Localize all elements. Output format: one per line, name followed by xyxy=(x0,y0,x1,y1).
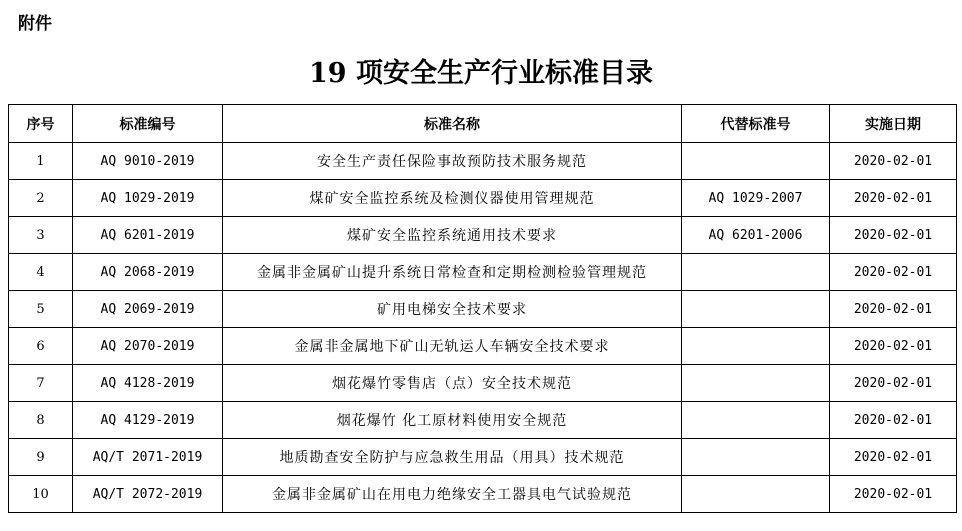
row-name: 金属非金属地下矿山无轨运人车辆安全技术要求 xyxy=(223,328,682,365)
row-index: 8 xyxy=(9,402,73,439)
row-index: 9 xyxy=(9,439,73,476)
row-date: 2020-02-01 xyxy=(830,291,957,328)
row-code: AQ 2069-2019 xyxy=(73,291,223,328)
header-index: 序号 xyxy=(9,105,73,143)
row-date: 2020-02-01 xyxy=(830,476,957,513)
row-replaces xyxy=(682,439,830,476)
row-code: AQ 4129-2019 xyxy=(73,402,223,439)
row-index: 1 xyxy=(9,143,73,180)
row-name: 烟花爆竹 化工原材料使用安全规范 xyxy=(223,402,682,439)
row-date: 2020-02-01 xyxy=(830,402,957,439)
table-row xyxy=(9,254,957,291)
row-date: 2020-02-01 xyxy=(830,365,957,402)
row-name: 地质勘查安全防护与应急救生用品（用具）技术规范 xyxy=(223,439,682,476)
row-replaces xyxy=(682,328,830,365)
row-index: 4 xyxy=(9,254,73,291)
row-date: 2020-02-01 xyxy=(830,254,957,291)
header-replaces: 代替标准号 xyxy=(682,105,830,143)
row-code: AQ/T 2071-2019 xyxy=(73,439,223,476)
table-row xyxy=(9,291,957,328)
row-index: 7 xyxy=(9,365,73,402)
row-replaces xyxy=(682,402,830,439)
row-index: 6 xyxy=(9,328,73,365)
row-code: AQ 2068-2019 xyxy=(73,254,223,291)
standards-table xyxy=(8,104,957,513)
row-replaces xyxy=(682,143,830,180)
row-date: 2020-02-01 xyxy=(830,143,957,180)
row-code: AQ 1029-2019 xyxy=(73,180,223,217)
row-replaces xyxy=(682,254,830,291)
table-row xyxy=(9,217,957,254)
table-row xyxy=(9,476,957,513)
row-name: 矿用电梯安全技术要求 xyxy=(223,291,682,328)
table-row xyxy=(9,328,957,365)
row-index: 10 xyxy=(9,476,73,513)
row-replaces: AQ 1029-2007 xyxy=(682,180,830,217)
table-header-row xyxy=(9,105,957,143)
row-replaces: AQ 6201-2006 xyxy=(682,217,830,254)
row-replaces xyxy=(682,476,830,513)
document-title: 19 项安全生产行业标准目录 xyxy=(309,58,653,89)
row-index: 5 xyxy=(9,291,73,328)
row-index: 3 xyxy=(9,217,73,254)
table-row xyxy=(9,180,957,217)
row-name: 煤矿安全监控系统通用技术要求 xyxy=(223,217,682,254)
row-date: 2020-02-01 xyxy=(830,180,957,217)
table-row xyxy=(9,439,957,476)
row-replaces xyxy=(682,365,830,402)
header-date: 实施日期 xyxy=(830,105,957,143)
row-date: 2020-02-01 xyxy=(830,217,957,254)
header-code: 标准编号 xyxy=(73,105,223,143)
table-row xyxy=(9,365,957,402)
table-row xyxy=(9,402,957,439)
row-code: AQ 6201-2019 xyxy=(73,217,223,254)
row-replaces xyxy=(682,291,830,328)
row-name: 金属非金属矿山在用电力绝缘安全工器具电气试验规范 xyxy=(223,476,682,513)
row-date: 2020-02-01 xyxy=(830,328,957,365)
row-name: 安全生产责任保险事故预防技术服务规范 xyxy=(223,143,682,180)
row-code: AQ 9010-2019 xyxy=(73,143,223,180)
row-code: AQ 4128-2019 xyxy=(73,365,223,402)
table-row xyxy=(9,143,957,180)
row-name: 金属非金属矿山提升系统日常检查和定期检测检验管理规范 xyxy=(223,254,682,291)
row-name: 烟花爆竹零售店（点）安全技术规范 xyxy=(223,365,682,402)
row-code: AQ/T 2072-2019 xyxy=(73,476,223,513)
row-name: 煤矿安全监控系统及检测仪器使用管理规范 xyxy=(223,180,682,217)
row-code: AQ 2070-2019 xyxy=(73,328,223,365)
header-name: 标准名称 xyxy=(223,105,682,143)
row-index: 2 xyxy=(9,180,73,217)
row-date: 2020-02-01 xyxy=(830,439,957,476)
attachment-label: 附件 xyxy=(18,14,52,34)
